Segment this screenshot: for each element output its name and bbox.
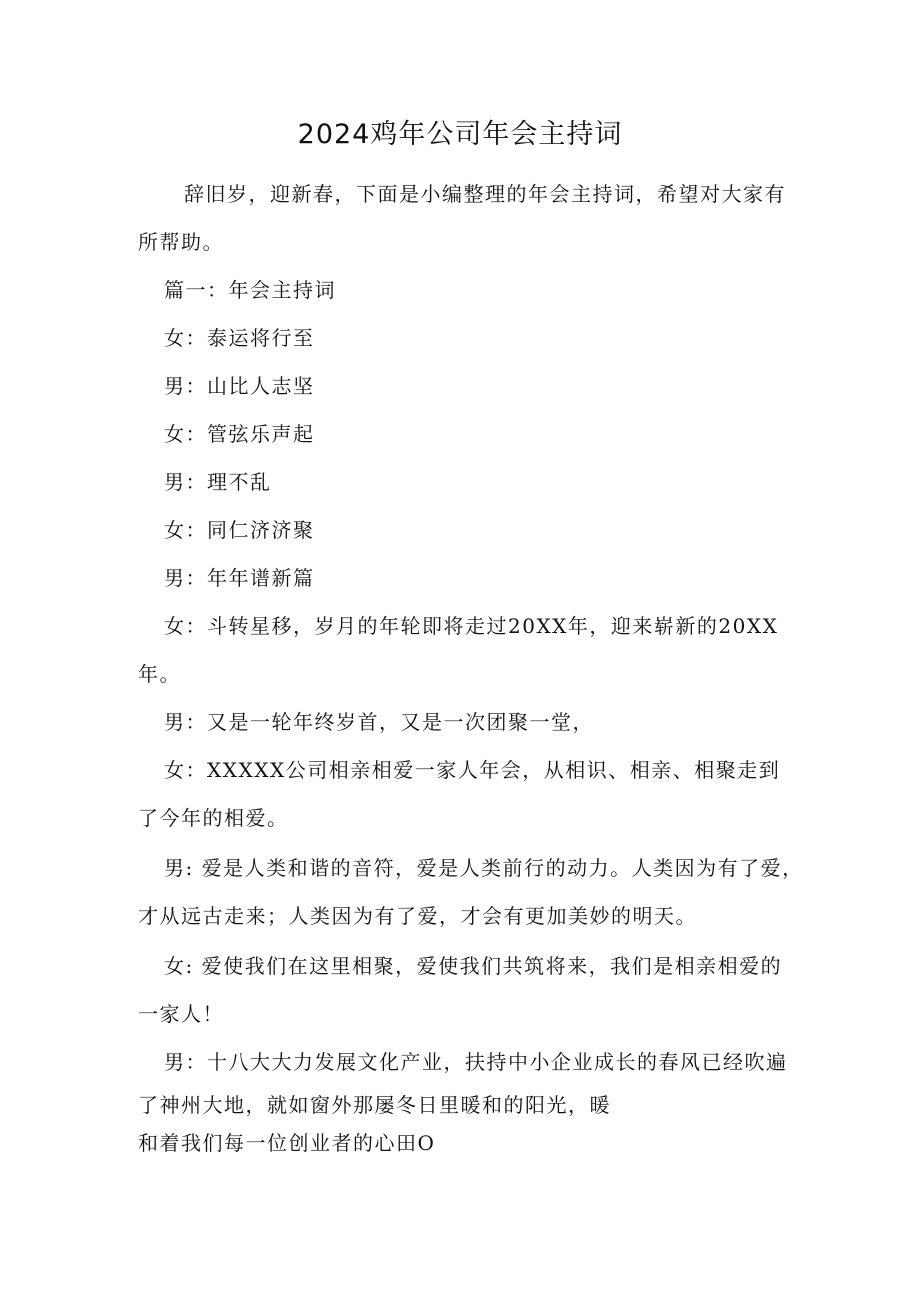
paragraph-line: 辞旧岁，迎新春，下面是小编整理的年会主持词，希望对大家有 (184, 182, 786, 206)
paragraph-line: 男：理不乱 (164, 470, 272, 494)
paragraph-line: 男：又是一轮年终岁首，又是一次团聚一堂， (164, 710, 594, 734)
dialogue-line (138, 362, 788, 410)
paragraph-line: 女：同仁济济聚 (164, 518, 315, 542)
dialogue-line (138, 698, 788, 746)
paragraph-line: 了神州大地，就如窗外那屡冬日里暖和的阳光，暖 (138, 1093, 611, 1117)
dialogue-line (138, 746, 788, 842)
section-heading (138, 266, 788, 314)
paragraph-line: 了今年的相爱。 (138, 806, 289, 830)
dialogue-line (138, 844, 804, 940)
paragraph-line: 女: 爱使我们在这里相聚，爱使我们共筑将来，我们是相亲相爱的 (164, 954, 783, 978)
paragraph-line: 才从远古走来；人类因为有了爱，才会有更加美妙的明天。 (138, 904, 697, 928)
paragraph-line: 一家人！ (138, 1002, 224, 1026)
paragraph-line: 女：XXXXX公司相亲相爱一家人年会，从相识、相亲、相聚走到 (164, 758, 781, 782)
dialogue-line (138, 410, 788, 458)
paragraph-line: 女：斗转星移，岁月的年轮即将走过20XX年，迎来崭新的20XX (164, 614, 779, 638)
paragraph-line: 女：管弦乐声起 (164, 422, 315, 446)
dialogue-line (138, 554, 788, 602)
paragraph-intro (138, 170, 788, 266)
dialogue-line (138, 458, 788, 506)
paragraph-line: 男：山比人志坚 (164, 374, 315, 398)
paragraph-line: 男：年年谱新篇 (164, 566, 315, 590)
dialogue-line (138, 506, 788, 554)
paragraph-line: 男：十八大大力发展文化产业，扶持中小企业成长的春风已经吹遍 (164, 1050, 788, 1074)
paragraph-line: 所帮助。 (138, 230, 224, 254)
paragraph-line: 男: 爱是人类和谐的音符，爱是人类前行的动力。人类因为有了爱， (164, 856, 804, 880)
dialogue-line (138, 602, 788, 698)
paragraph-line: 篇一：年会主持词 (164, 278, 336, 302)
paragraph-line: 女：泰运将行至 (164, 326, 315, 350)
paragraph-line: 和着我们每一位创业者的心田O (138, 1131, 436, 1155)
document-title: 2024鸡年公司年会主持词 (297, 119, 623, 150)
paragraph-line: 年。 (138, 662, 181, 686)
dialogue-line (138, 942, 788, 1038)
dialogue-line (138, 1038, 788, 1162)
dialogue-line (138, 314, 788, 362)
